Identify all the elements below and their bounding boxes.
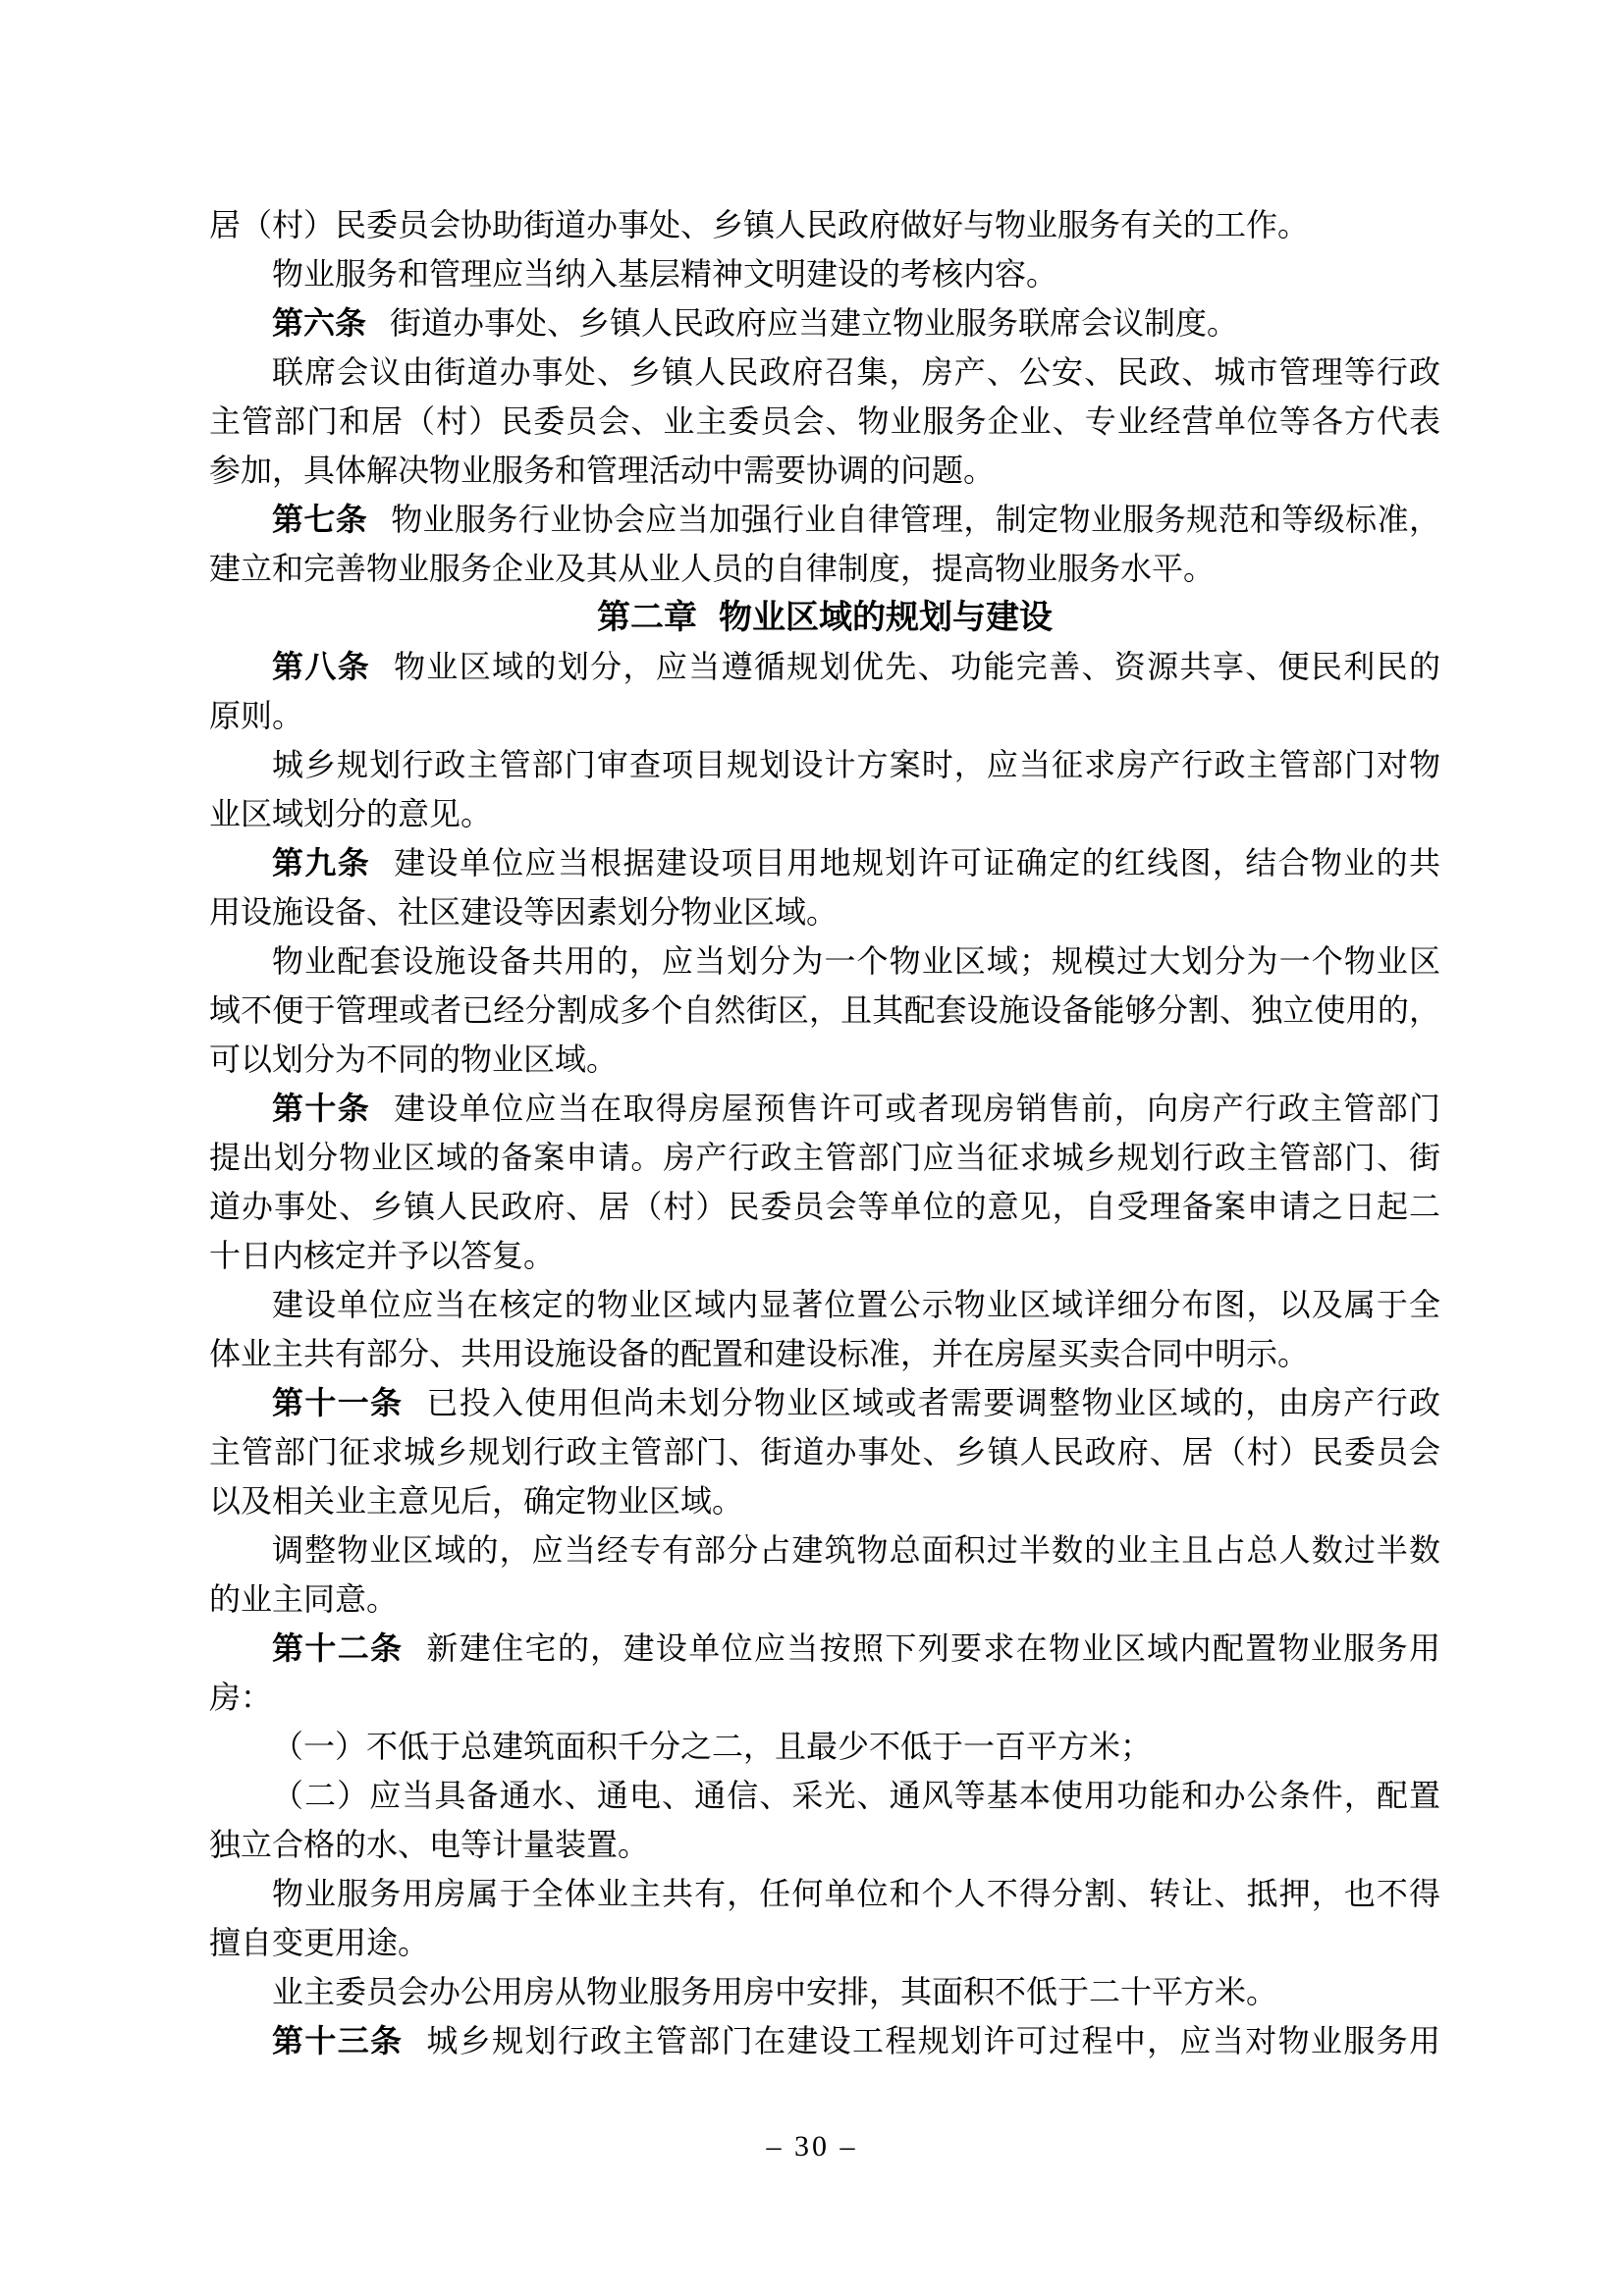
text-line: 物业服务和管理应当纳入基层精神文明建设的考核内容。 — [272, 256, 1058, 292]
document-body — [209, 200, 1440, 2065]
text-line: 业主委员会办公用房从物业服务用房中安排，其面积不低于二十平方米。 — [272, 1974, 1278, 2009]
text-line: 域不便于管理或者已经分割成多个自然街区，且其配套设施设备能够分割、独立使用的， — [209, 992, 1440, 1028]
article-number: 第十一条 — [272, 1385, 404, 1420]
text-line: 主管部门征求城乡规划行政主管部门、街道办事处、乡镇人民政府、居（村）民委员会 — [209, 1434, 1440, 1469]
text-line: 提出划分物业区域的备案申请。房产行政主管部门应当征求城乡规划行政主管部门、街 — [209, 1140, 1440, 1175]
text-line: （二）应当具备通水、通电、通信、采光、通风等基本使用功能和办公条件，配置 — [272, 1778, 1440, 1813]
chapter-number: 第二章 — [597, 599, 697, 636]
text-line: 居（村）民委员会协助街道办事处、乡镇人民政府做好与物业服务有关的工作。 — [209, 207, 1310, 242]
text-line: 体业主共有部分、共用设施设备的配置和建设标准，并在房屋买卖合同中明示。 — [209, 1336, 1310, 1371]
page-footer — [0, 2130, 1624, 2163]
article-number: 第六条 — [272, 305, 367, 341]
chapter-heading: 第二章 物业区域的规划与建设 — [597, 599, 1053, 636]
article-number: 第七条 — [272, 502, 368, 537]
text-line: 建设单位应当在核定的物业区域内显著位置公示物业区域详细分布图，以及属于全 — [272, 1287, 1440, 1322]
text-line: 第六条 街道办事处、乡镇人民政府应当建立物业服务联席会议制度。 — [272, 305, 1239, 341]
text-line: 物业服务用房属于全体业主共有，任何单位和个人不得分割、转让、抵押，也不得 — [272, 1876, 1440, 1911]
article-number: 第十条 — [272, 1091, 371, 1126]
text-line: 联席会议由街道办事处、乡镇人民政府召集，房产、公安、民政、城市管理等行政 — [272, 354, 1440, 390]
text-line: 道办事处、乡镇人民政府、居（村）民委员会等单位的意见，自受理备案申请之日起二 — [209, 1189, 1440, 1224]
text-line: 的业主同意。 — [209, 1581, 399, 1617]
text-line: 用设施设备、社区建设等因素划分物业区域。 — [209, 894, 839, 930]
text-line: 第九条 建设单位应当根据建设项目用地规划许可证确定的红线图，结合物业的共 — [272, 845, 1440, 881]
text-line: 第八条 物业区域的划分，应当遵循规划优先、功能完善、资源共享、便民利民的 — [272, 649, 1440, 684]
text-line: 调整物业区域的，应当经专有部分占建筑物总面积过半数的业主且占总人数过半数 — [272, 1532, 1440, 1568]
text-line: 第十一条 已投入使用但尚未划分物业区域或者需要调整物业区域的，由房产行政 — [272, 1385, 1440, 1420]
text-line: 擅自变更用途。 — [209, 1925, 430, 1960]
text-line: （一）不低于总建筑面积千分之二，且最少不低于一百平方米； — [272, 1729, 1153, 1764]
text-line: 城乡规划行政主管部门审查项目规划设计方案时，应当征求房产行政主管部门对物 — [272, 747, 1440, 782]
text-line: 第七条 物业服务行业协会应当加强行业自律管理，制定物业服务规范和等级标准， — [272, 502, 1440, 537]
text-line: 房： — [209, 1680, 273, 1715]
text-line: 十日内核定并予以答复。 — [209, 1238, 556, 1273]
text-line: 第十条 建设单位应当在取得房屋预售许可或者现房销售前，向房产行政主管部门 — [272, 1091, 1440, 1126]
text-line: 物业配套设施设备共用的，应当划分为一个物业区域；规模过大划分为一个物业区 — [272, 943, 1440, 979]
text-line: 主管部门和居（村）民委员会、业主委员会、物业服务企业、专业经营单位等各方代表 — [209, 403, 1440, 439]
text-line: 独立合格的水、电等计量装置。 — [209, 1827, 650, 1862]
text-line: 第十二条 新建住宅的，建设单位应当按照下列要求在物业区域内配置物业服务用 — [272, 1630, 1440, 1666]
text-line: 原则。 — [209, 698, 304, 733]
text-line: 业区域划分的意见。 — [209, 796, 493, 831]
text-line: 参加，具体解决物业服务和管理活动中需要协调的问题。 — [209, 453, 996, 488]
article-number: 第十二条 — [272, 1630, 404, 1666]
article-number: 第九条 — [272, 845, 371, 881]
text-line: 以及相关业主意见后，确定物业区域。 — [209, 1483, 744, 1519]
article-number: 第八条 — [272, 649, 371, 684]
page-number: – 30 – — [766, 2130, 858, 2163]
text-line: 第十三条 城乡规划行政主管部门在建设工程规划许可过程中，应当对物业服务用 — [272, 2023, 1440, 2058]
text-line: 建立和完善物业服务企业及其从业人员的自律制度，提高物业服务水平。 — [209, 551, 1216, 586]
text-line: 可以划分为不同的物业区域。 — [209, 1041, 619, 1077]
article-number: 第十三条 — [272, 2023, 404, 2058]
